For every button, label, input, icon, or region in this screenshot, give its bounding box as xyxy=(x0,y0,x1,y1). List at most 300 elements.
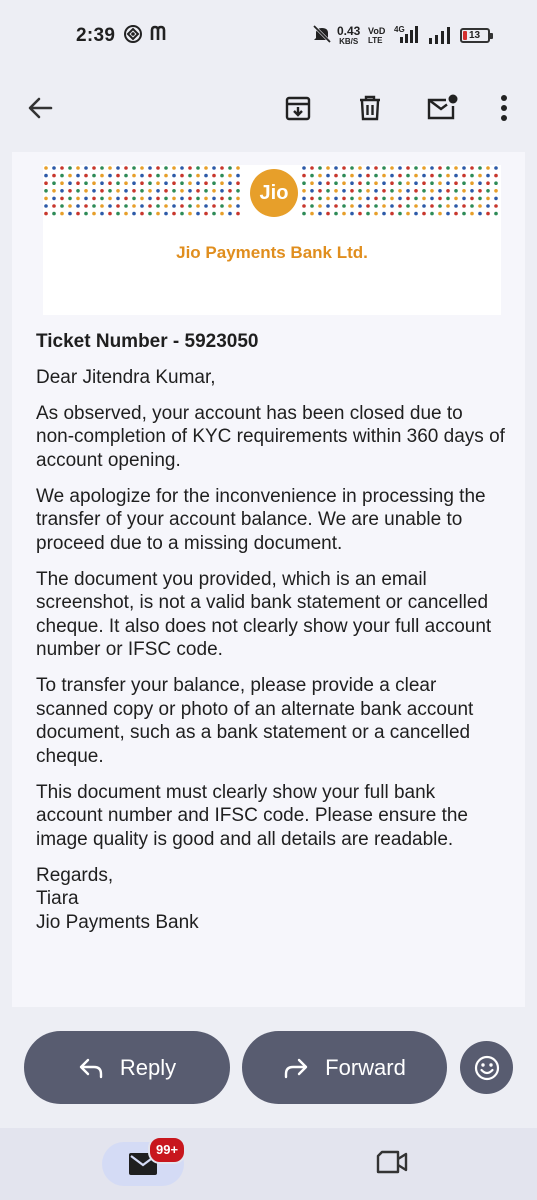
jio-logo: Jio xyxy=(250,169,298,217)
banner-dot xyxy=(454,181,458,185)
banner-dot xyxy=(310,189,314,193)
banner-dot xyxy=(220,204,224,208)
banner-dot xyxy=(494,174,498,178)
banner-dot xyxy=(100,189,104,193)
banner-dot xyxy=(172,181,176,185)
banner-dot xyxy=(236,212,240,216)
banner-dot xyxy=(398,204,402,208)
banner-dot xyxy=(486,197,490,201)
banner-dot xyxy=(212,204,216,208)
banner-dot xyxy=(124,189,128,193)
email-message xyxy=(36,330,506,947)
banner-dot xyxy=(374,174,378,178)
banner-dot xyxy=(310,204,314,208)
paragraph: To transfer your balance, please provide a clear scanned copy or photo of an alternate bank account document, such as a bank statement or a cancelled cheque. xyxy=(36,675,474,767)
banner-dot xyxy=(188,174,192,178)
smiley-icon xyxy=(473,1054,501,1082)
banner-dot xyxy=(204,181,208,185)
dot-pattern-right xyxy=(301,165,501,220)
banner-dot xyxy=(318,181,322,185)
banner-dot xyxy=(92,181,96,185)
banner-dot xyxy=(228,197,232,201)
banner-dot xyxy=(398,181,402,185)
banner-dot xyxy=(140,212,144,216)
back-button[interactable] xyxy=(18,86,62,130)
banner-dot xyxy=(302,174,306,178)
delete-icon xyxy=(356,94,384,122)
banner-dot xyxy=(334,174,338,178)
banner-dot xyxy=(60,189,64,193)
banner-dot xyxy=(350,204,354,208)
banner-dot xyxy=(100,181,104,185)
banner-dot xyxy=(148,204,152,208)
banner-dot xyxy=(60,166,64,170)
banner-dot xyxy=(52,174,56,178)
banner-dot xyxy=(302,166,306,170)
banner-dot xyxy=(68,174,72,178)
banner-dot xyxy=(438,204,442,208)
banner-dot xyxy=(196,174,200,178)
banner-dot xyxy=(430,197,434,201)
banner-dot xyxy=(334,189,338,193)
banner-dot xyxy=(414,212,418,216)
banner-dot xyxy=(406,189,410,193)
banner-dot xyxy=(60,181,64,185)
banner-dot xyxy=(302,181,306,185)
banner-dot xyxy=(52,166,56,170)
banner-dot xyxy=(92,189,96,193)
banner-dot xyxy=(366,181,370,185)
banner-dot xyxy=(172,212,176,216)
banner-dot xyxy=(494,166,498,170)
forward-label: Forward xyxy=(325,1054,406,1080)
banner-dot xyxy=(310,166,314,170)
network-speed: 0.43 KB/S xyxy=(337,24,361,46)
banner-dot xyxy=(366,166,370,170)
banner-dot xyxy=(486,189,490,193)
banner-dot xyxy=(228,166,232,170)
banner-dot xyxy=(116,212,120,216)
unread-count-badge: 99+ xyxy=(148,1136,186,1164)
banner-dot xyxy=(326,181,330,185)
banner-dot xyxy=(116,181,120,185)
banner-dot xyxy=(398,166,402,170)
banner-dot xyxy=(414,197,418,201)
banner-dot xyxy=(140,197,144,201)
banner-dot xyxy=(406,166,410,170)
banner-dot xyxy=(164,212,168,216)
banner-dot xyxy=(462,181,466,185)
banner-dot xyxy=(236,181,240,185)
banner-dot xyxy=(92,166,96,170)
banner-dot xyxy=(148,212,152,216)
banner-dot xyxy=(44,181,48,185)
banner-dot xyxy=(446,174,450,178)
banner-dot xyxy=(108,166,112,170)
banner-dot xyxy=(212,181,216,185)
banner-dot xyxy=(470,204,474,208)
archive-icon xyxy=(284,94,312,122)
banner-dot xyxy=(470,166,474,170)
banner-dot xyxy=(196,166,200,170)
banner-dot xyxy=(220,197,224,201)
banner-dot xyxy=(148,189,152,193)
banner-dot xyxy=(132,197,136,201)
banner-dot xyxy=(438,189,442,193)
banner-dot xyxy=(414,181,418,185)
banner-dot xyxy=(302,212,306,216)
banner-dot xyxy=(180,189,184,193)
ticket-number: Ticket Number - 5923050 xyxy=(36,331,259,352)
banner-dot xyxy=(358,174,362,178)
banner-dot xyxy=(478,174,482,178)
banner-dot xyxy=(406,174,410,178)
banner-dot xyxy=(430,212,434,216)
banner-dot xyxy=(92,212,96,216)
banner-dot xyxy=(92,204,96,208)
banner-dot xyxy=(76,166,80,170)
banner-dot xyxy=(374,181,378,185)
banner-dot xyxy=(172,174,176,178)
banner-dot xyxy=(310,212,314,216)
back-arrow-icon xyxy=(26,94,54,122)
banner-dot xyxy=(172,204,176,208)
banner-dot xyxy=(60,197,64,201)
banner-dot xyxy=(220,189,224,193)
banner-dot xyxy=(204,189,208,193)
banner-dot xyxy=(204,166,208,170)
banner-dot xyxy=(414,189,418,193)
banner-dot xyxy=(382,197,386,201)
banner-dot xyxy=(398,197,402,201)
banner-dot xyxy=(310,181,314,185)
banner-dot xyxy=(494,197,498,201)
banner-dot xyxy=(318,189,322,193)
mark-unread-icon xyxy=(426,94,458,122)
banner-dot xyxy=(350,181,354,185)
banner-dot xyxy=(390,174,394,178)
volte-indicator: VoD LTE xyxy=(368,26,386,45)
banner-dot xyxy=(204,204,208,208)
banner-dot xyxy=(486,174,490,178)
banner-dot xyxy=(100,212,104,216)
banner-dot xyxy=(302,197,306,201)
banner-dot xyxy=(212,197,216,201)
banner-dot xyxy=(382,189,386,193)
banner-dot xyxy=(358,166,362,170)
banner-dot xyxy=(342,197,346,201)
email-body-card xyxy=(12,152,525,1007)
signoff-line: Tiara xyxy=(36,888,79,909)
banner-dot xyxy=(180,212,184,216)
banner-dot xyxy=(334,212,338,216)
nav-meet-tab[interactable] xyxy=(374,1148,410,1181)
banner-dot xyxy=(342,174,346,178)
banner-dot xyxy=(76,181,80,185)
banner-dot xyxy=(486,166,490,170)
banner-dot xyxy=(446,197,450,201)
banner-dot xyxy=(124,166,128,170)
banner-dot xyxy=(172,189,176,193)
banner-dot xyxy=(494,189,498,193)
banner-dot xyxy=(382,204,386,208)
signal-icon xyxy=(394,24,418,49)
banner-dot xyxy=(68,181,72,185)
banner-dot xyxy=(108,189,112,193)
banner-dot xyxy=(236,189,240,193)
banner-dot xyxy=(180,166,184,170)
banner-dot xyxy=(156,204,160,208)
banner-dot xyxy=(486,212,490,216)
banner-dot xyxy=(116,174,120,178)
banner-dot xyxy=(180,197,184,201)
reply-button[interactable] xyxy=(24,1031,230,1104)
mute-icon xyxy=(311,23,333,50)
banner-dot xyxy=(454,204,458,208)
video-camera-icon xyxy=(374,1148,410,1176)
banner-dot xyxy=(462,212,466,216)
banner-dot xyxy=(52,181,56,185)
banner-dot xyxy=(140,189,144,193)
forward-icon xyxy=(283,1057,309,1079)
banner-dot xyxy=(342,204,346,208)
banner-dot xyxy=(196,197,200,201)
banner-dot xyxy=(236,166,240,170)
banner-dot xyxy=(188,212,192,216)
banner-dot xyxy=(318,212,322,216)
banner-dot xyxy=(76,197,80,201)
banner-dot xyxy=(302,204,306,208)
banner-dot xyxy=(164,197,168,201)
banner-dot xyxy=(462,189,466,193)
bottom-navigation xyxy=(0,1128,537,1200)
banner-dot xyxy=(366,189,370,193)
banner-dot xyxy=(132,189,136,193)
archive-button[interactable] xyxy=(276,86,320,130)
banner-dot xyxy=(494,181,498,185)
banner-dot xyxy=(156,197,160,201)
banner-dot xyxy=(350,212,354,216)
banner-dot xyxy=(188,197,192,201)
banner-dot xyxy=(478,197,482,201)
banner-dot xyxy=(108,212,112,216)
forward-button[interactable] xyxy=(242,1031,447,1104)
banner-dot xyxy=(422,204,426,208)
banner-dot xyxy=(478,204,482,208)
banner-dot xyxy=(188,189,192,193)
banner-dot xyxy=(156,174,160,178)
banner-dot xyxy=(342,166,346,170)
more-vert-icon xyxy=(500,94,508,122)
banner-dot xyxy=(52,189,56,193)
mark-unread-button[interactable] xyxy=(420,86,464,130)
banner-dot xyxy=(350,174,354,178)
banner-dot xyxy=(438,212,442,216)
banner-dot xyxy=(398,174,402,178)
banner-dot xyxy=(60,212,64,216)
banner-dot xyxy=(302,189,306,193)
banner-dot xyxy=(494,204,498,208)
greeting: Dear Jitendra Kumar, xyxy=(36,366,216,388)
banner-dot xyxy=(108,197,112,201)
paragraph: We apologize for the inconvenience in processing the transfer of your account balance. We are unable to proceed due to a missing document. xyxy=(36,485,486,554)
banner-dot xyxy=(148,181,152,185)
banner-dot xyxy=(366,174,370,178)
banner-dot xyxy=(318,174,322,178)
banner-dot xyxy=(374,197,378,201)
banner-dot xyxy=(478,181,482,185)
paragraph: As observed, your account has been closed due to non-completion of KYC requirements within 360 days of account opening. xyxy=(36,402,505,471)
banner-dot xyxy=(108,174,112,178)
banner-dot xyxy=(164,166,168,170)
status-bar xyxy=(0,0,537,72)
banner-dot xyxy=(470,181,474,185)
banner-dot xyxy=(414,166,418,170)
banner-dot xyxy=(76,212,80,216)
vpn-icon xyxy=(122,23,144,50)
banner-dot xyxy=(196,181,200,185)
banner-dot xyxy=(374,204,378,208)
banner-dot xyxy=(236,204,240,208)
banner-dot xyxy=(132,181,136,185)
banner-dot xyxy=(212,166,216,170)
banner-dot xyxy=(228,189,232,193)
banner-dot xyxy=(406,181,410,185)
banner-dot xyxy=(478,212,482,216)
banner-dot xyxy=(100,166,104,170)
banner-dot xyxy=(390,166,394,170)
banner-dot xyxy=(326,174,330,178)
banner-dot xyxy=(374,212,378,216)
banner-dot xyxy=(318,204,322,208)
banner-dot xyxy=(430,174,434,178)
signoff xyxy=(36,864,506,935)
paragraph: This document must clearly show your full bank account number and IFSC code. Please ensure the image quality is good and all details are readable. xyxy=(36,781,468,850)
banner-dot xyxy=(342,189,346,193)
banner-dot xyxy=(124,197,128,201)
banner-dot xyxy=(406,197,410,201)
banner-dot xyxy=(76,204,80,208)
svg-text:4G: 4G xyxy=(394,25,405,34)
banner-dot xyxy=(326,189,330,193)
banner-dot xyxy=(422,174,426,178)
banner-dot xyxy=(44,189,48,193)
banner-dot xyxy=(430,189,434,193)
banner-dot xyxy=(172,166,176,170)
banner-dot xyxy=(462,197,466,201)
m-app-icon xyxy=(150,22,170,49)
banner-dot xyxy=(414,174,418,178)
banner-dot xyxy=(204,174,208,178)
banner-dot xyxy=(358,204,362,208)
banner-dot xyxy=(84,212,88,216)
banner-dot xyxy=(92,197,96,201)
banner-dot xyxy=(132,204,136,208)
banner-dot xyxy=(454,166,458,170)
banner-dot xyxy=(164,174,168,178)
banner-dot xyxy=(108,204,112,208)
bank-name: Jio Payments Bank Ltd. xyxy=(176,243,368,262)
banner-dot xyxy=(188,181,192,185)
banner-dot xyxy=(108,181,112,185)
more-options-button[interactable] xyxy=(482,86,526,130)
banner-dot xyxy=(326,166,330,170)
banner-dot xyxy=(164,181,168,185)
banner-dot xyxy=(318,197,322,201)
dot-pattern-left xyxy=(43,165,243,220)
banner-dot xyxy=(76,189,80,193)
banner-dot xyxy=(116,166,120,170)
banner-dot xyxy=(124,212,128,216)
banner-dot xyxy=(342,181,346,185)
banner-dot xyxy=(100,204,104,208)
banner-dot xyxy=(358,189,362,193)
banner-dot xyxy=(164,204,168,208)
banner-dot xyxy=(358,181,362,185)
banner-dot xyxy=(350,166,354,170)
banner-dot xyxy=(486,181,490,185)
banner-dot xyxy=(374,166,378,170)
banner-dot xyxy=(44,212,48,216)
emoji-reaction-button[interactable] xyxy=(460,1041,513,1094)
banner-dot xyxy=(398,189,402,193)
delete-button[interactable] xyxy=(348,86,392,130)
email-toolbar xyxy=(0,72,537,144)
banner-dot xyxy=(326,212,330,216)
banner-dot xyxy=(116,189,120,193)
banner-dot xyxy=(398,212,402,216)
banner-dot xyxy=(60,174,64,178)
banner-dot xyxy=(84,197,88,201)
banner-dot xyxy=(140,204,144,208)
reply-label: Reply xyxy=(119,1054,177,1080)
banner-dot xyxy=(156,189,160,193)
banner-dot xyxy=(180,181,184,185)
banner-dot xyxy=(156,212,160,216)
banner-dot xyxy=(84,181,88,185)
banner-dot xyxy=(76,174,80,178)
banner-dot xyxy=(124,204,128,208)
banner-dot xyxy=(366,204,370,208)
banner-dot xyxy=(148,166,152,170)
banner-dot xyxy=(188,204,192,208)
banner-dot xyxy=(220,174,224,178)
banner-dot xyxy=(350,197,354,201)
banner-dot xyxy=(422,197,426,201)
banner-dot xyxy=(140,166,144,170)
banner-dot xyxy=(92,174,96,178)
banner-dot xyxy=(326,197,330,201)
banner-dot xyxy=(382,181,386,185)
banner-dot xyxy=(52,204,56,208)
banner-dot xyxy=(438,174,442,178)
banner-dot xyxy=(390,189,394,193)
banner-dot xyxy=(44,174,48,178)
banner-dot xyxy=(228,174,232,178)
signoff-line: Jio Payments Bank xyxy=(36,911,199,933)
banner-dot xyxy=(116,197,120,201)
banner-dot xyxy=(438,197,442,201)
banner-dot xyxy=(446,212,450,216)
banner-dot xyxy=(204,212,208,216)
banner-dot xyxy=(84,189,88,193)
signoff-line: Regards, xyxy=(36,864,114,886)
banner-dot xyxy=(454,174,458,178)
banner-dot xyxy=(390,212,394,216)
banner-dot xyxy=(100,174,104,178)
banner-dot xyxy=(212,189,216,193)
banner-dot xyxy=(204,197,208,201)
